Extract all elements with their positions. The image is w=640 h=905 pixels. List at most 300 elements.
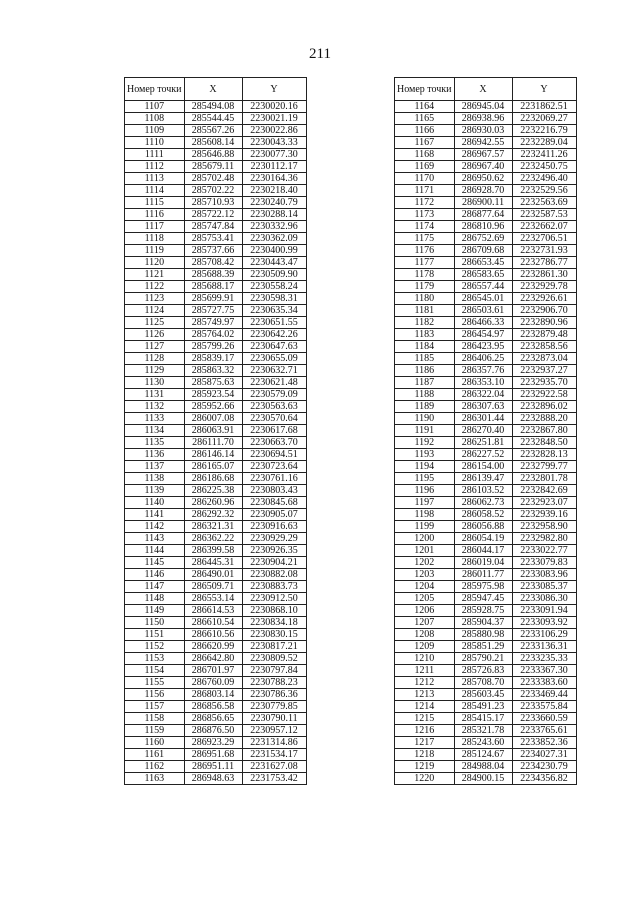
y-coordinate-cell: 2232890.96 bbox=[512, 317, 576, 329]
table-row bbox=[125, 101, 307, 113]
y-coordinate-cell: 2232896.02 bbox=[512, 401, 576, 413]
point-number-cell: 1217 bbox=[395, 737, 455, 749]
y-coordinate-cell: 2233079.83 bbox=[512, 557, 576, 569]
y-coordinate-cell: 2230797.84 bbox=[242, 665, 306, 677]
y-coordinate-cell: 2232888.20 bbox=[512, 413, 576, 425]
x-coordinate-cell: 286938.96 bbox=[454, 113, 512, 125]
table-row bbox=[395, 413, 577, 425]
point-number-cell: 1109 bbox=[125, 125, 185, 137]
point-number-cell: 1128 bbox=[125, 353, 185, 365]
point-number-cell: 1214 bbox=[395, 701, 455, 713]
point-number-cell: 1124 bbox=[125, 305, 185, 317]
point-number-cell: 1153 bbox=[125, 653, 185, 665]
x-coordinate-cell: 286948.63 bbox=[184, 773, 242, 785]
table-row bbox=[125, 353, 307, 365]
table-row bbox=[395, 725, 577, 737]
y-coordinate-cell: 2230077.30 bbox=[242, 149, 306, 161]
x-coordinate-cell: 285839.17 bbox=[184, 353, 242, 365]
point-number-cell: 1175 bbox=[395, 233, 455, 245]
x-coordinate-cell: 286950.62 bbox=[454, 173, 512, 185]
x-coordinate-cell: 285646.88 bbox=[184, 149, 242, 161]
y-coordinate-cell: 2232842.69 bbox=[512, 485, 576, 497]
y-coordinate-cell: 2232450.75 bbox=[512, 161, 576, 173]
y-coordinate-cell: 2233660.59 bbox=[512, 713, 576, 725]
y-coordinate-cell: 2232935.70 bbox=[512, 377, 576, 389]
table-row bbox=[395, 737, 577, 749]
point-number-cell: 1170 bbox=[395, 173, 455, 185]
y-coordinate-cell: 2232563.69 bbox=[512, 197, 576, 209]
x-coordinate-cell: 286423.95 bbox=[454, 341, 512, 353]
x-coordinate-cell: 286353.10 bbox=[454, 377, 512, 389]
y-coordinate-cell: 2230845.68 bbox=[242, 497, 306, 509]
x-coordinate-cell: 286951.68 bbox=[184, 749, 242, 761]
y-coordinate-cell: 2232069.27 bbox=[512, 113, 576, 125]
y-coordinate-cell: 2231862.51 bbox=[512, 101, 576, 113]
y-coordinate-cell: 2232861.30 bbox=[512, 269, 576, 281]
y-coordinate-cell: 2230509.90 bbox=[242, 269, 306, 281]
x-coordinate-cell: 286056.88 bbox=[454, 521, 512, 533]
table-row bbox=[395, 773, 577, 785]
y-coordinate-cell: 2230288.14 bbox=[242, 209, 306, 221]
table-row bbox=[395, 569, 577, 581]
x-coordinate-cell: 286292.32 bbox=[184, 509, 242, 521]
table-row bbox=[125, 413, 307, 425]
point-number-cell: 1137 bbox=[125, 461, 185, 473]
y-coordinate-cell: 2230926.35 bbox=[242, 545, 306, 557]
point-number-cell: 1197 bbox=[395, 497, 455, 509]
table-row bbox=[125, 557, 307, 569]
x-coordinate-cell: 286803.14 bbox=[184, 689, 242, 701]
x-coordinate-cell: 285952.66 bbox=[184, 401, 242, 413]
x-coordinate-cell: 286225.38 bbox=[184, 485, 242, 497]
table-row bbox=[395, 557, 577, 569]
y-coordinate-cell: 2234027.31 bbox=[512, 749, 576, 761]
point-number-cell: 1162 bbox=[125, 761, 185, 773]
x-coordinate-cell: 285722.12 bbox=[184, 209, 242, 221]
y-coordinate-cell: 2230563.63 bbox=[242, 401, 306, 413]
y-coordinate-cell: 2230817.21 bbox=[242, 641, 306, 653]
y-coordinate-cell: 2230240.79 bbox=[242, 197, 306, 209]
table-row bbox=[395, 197, 577, 209]
point-number-cell: 1107 bbox=[125, 101, 185, 113]
point-number-cell: 1172 bbox=[395, 197, 455, 209]
point-number-cell: 1191 bbox=[395, 425, 455, 437]
point-number-cell: 1125 bbox=[125, 317, 185, 329]
table-row bbox=[395, 461, 577, 473]
y-coordinate-cell: 2232801.78 bbox=[512, 473, 576, 485]
y-coordinate-cell: 2233765.61 bbox=[512, 725, 576, 737]
x-coordinate-cell: 285567.26 bbox=[184, 125, 242, 137]
point-number-cell: 1177 bbox=[395, 257, 455, 269]
x-coordinate-cell: 286876.50 bbox=[184, 725, 242, 737]
table-row bbox=[125, 437, 307, 449]
point-number-cell: 1144 bbox=[125, 545, 185, 557]
y-coordinate-cell: 2230904.21 bbox=[242, 557, 306, 569]
x-coordinate-cell: 286454.97 bbox=[454, 329, 512, 341]
point-number-cell: 1182 bbox=[395, 317, 455, 329]
y-coordinate-cell: 2232937.27 bbox=[512, 365, 576, 377]
column-header-y: Y bbox=[512, 78, 576, 101]
table-row bbox=[125, 269, 307, 281]
y-coordinate-cell: 2232496.40 bbox=[512, 173, 576, 185]
point-number-cell: 1167 bbox=[395, 137, 455, 149]
table-row bbox=[125, 533, 307, 545]
point-number-cell: 1134 bbox=[125, 425, 185, 437]
x-coordinate-cell: 286139.47 bbox=[454, 473, 512, 485]
y-coordinate-cell: 2230617.68 bbox=[242, 425, 306, 437]
table-row bbox=[395, 101, 577, 113]
point-number-cell: 1171 bbox=[395, 185, 455, 197]
x-coordinate-cell: 286044.17 bbox=[454, 545, 512, 557]
table-row bbox=[395, 173, 577, 185]
table-row bbox=[395, 281, 577, 293]
point-number-cell: 1126 bbox=[125, 329, 185, 341]
y-coordinate-cell: 2230882.08 bbox=[242, 569, 306, 581]
y-coordinate-cell: 2230883.73 bbox=[242, 581, 306, 593]
table-row bbox=[395, 137, 577, 149]
point-number-cell: 1206 bbox=[395, 605, 455, 617]
table-row bbox=[125, 281, 307, 293]
table-row bbox=[395, 653, 577, 665]
y-coordinate-cell: 2230443.47 bbox=[242, 257, 306, 269]
table-row bbox=[395, 425, 577, 437]
x-coordinate-cell: 286301.44 bbox=[454, 413, 512, 425]
table-row bbox=[125, 257, 307, 269]
table-row bbox=[125, 545, 307, 557]
point-number-cell: 1163 bbox=[125, 773, 185, 785]
y-coordinate-cell: 2232799.77 bbox=[512, 461, 576, 473]
table-row bbox=[395, 245, 577, 257]
point-number-cell: 1194 bbox=[395, 461, 455, 473]
y-coordinate-cell: 2230957.12 bbox=[242, 725, 306, 737]
table-row bbox=[125, 365, 307, 377]
table-row bbox=[395, 269, 577, 281]
table-row bbox=[125, 509, 307, 521]
x-coordinate-cell: 286945.04 bbox=[454, 101, 512, 113]
point-number-cell: 1135 bbox=[125, 437, 185, 449]
x-coordinate-cell: 286760.09 bbox=[184, 677, 242, 689]
point-number-cell: 1112 bbox=[125, 161, 185, 173]
x-coordinate-cell: 285243.60 bbox=[454, 737, 512, 749]
y-coordinate-cell: 2232848.50 bbox=[512, 437, 576, 449]
x-coordinate-cell: 285928.75 bbox=[454, 605, 512, 617]
x-coordinate-cell: 285494.08 bbox=[184, 101, 242, 113]
x-coordinate-cell: 285491.23 bbox=[454, 701, 512, 713]
point-number-cell: 1108 bbox=[125, 113, 185, 125]
y-coordinate-cell: 2230723.64 bbox=[242, 461, 306, 473]
x-coordinate-cell: 286967.57 bbox=[454, 149, 512, 161]
table-row bbox=[395, 149, 577, 161]
x-coordinate-cell: 286653.45 bbox=[454, 257, 512, 269]
table-row bbox=[125, 725, 307, 737]
x-coordinate-cell: 285747.84 bbox=[184, 221, 242, 233]
table-row bbox=[125, 701, 307, 713]
table-row bbox=[125, 113, 307, 125]
y-coordinate-cell: 2230779.85 bbox=[242, 701, 306, 713]
y-coordinate-cell: 2233093.92 bbox=[512, 617, 576, 629]
y-coordinate-cell: 2231753.42 bbox=[242, 773, 306, 785]
y-coordinate-cell: 2233136.31 bbox=[512, 641, 576, 653]
point-number-cell: 1200 bbox=[395, 533, 455, 545]
y-coordinate-cell: 2230362.09 bbox=[242, 233, 306, 245]
y-coordinate-cell: 2230400.99 bbox=[242, 245, 306, 257]
x-coordinate-cell: 285753.41 bbox=[184, 233, 242, 245]
point-number-cell: 1192 bbox=[395, 437, 455, 449]
table-row bbox=[125, 461, 307, 473]
point-number-cell: 1142 bbox=[125, 521, 185, 533]
y-coordinate-cell: 2232411.26 bbox=[512, 149, 576, 161]
x-coordinate-cell: 285679.11 bbox=[184, 161, 242, 173]
point-number-cell: 1110 bbox=[125, 137, 185, 149]
table-row bbox=[395, 689, 577, 701]
point-number-cell: 1145 bbox=[125, 557, 185, 569]
x-coordinate-cell: 286154.00 bbox=[454, 461, 512, 473]
x-coordinate-cell: 286058.52 bbox=[454, 509, 512, 521]
x-coordinate-cell: 285708.42 bbox=[184, 257, 242, 269]
point-number-cell: 1208 bbox=[395, 629, 455, 641]
y-coordinate-cell: 2230043.33 bbox=[242, 137, 306, 149]
x-coordinate-cell: 286165.07 bbox=[184, 461, 242, 473]
y-coordinate-cell: 2232786.77 bbox=[512, 257, 576, 269]
x-coordinate-cell: 286321.31 bbox=[184, 521, 242, 533]
y-coordinate-cell: 2230786.36 bbox=[242, 689, 306, 701]
table-row bbox=[395, 113, 577, 125]
point-number-cell: 1201 bbox=[395, 545, 455, 557]
y-coordinate-cell: 2230218.40 bbox=[242, 185, 306, 197]
x-coordinate-cell: 285975.98 bbox=[454, 581, 512, 593]
table-row bbox=[125, 329, 307, 341]
x-coordinate-cell: 286270.40 bbox=[454, 425, 512, 437]
table-row bbox=[395, 185, 577, 197]
x-coordinate-cell: 285790.21 bbox=[454, 653, 512, 665]
table-row bbox=[395, 617, 577, 629]
table-row bbox=[125, 173, 307, 185]
x-coordinate-cell: 285875.63 bbox=[184, 377, 242, 389]
x-coordinate-cell: 286503.61 bbox=[454, 305, 512, 317]
x-coordinate-cell: 286923.29 bbox=[184, 737, 242, 749]
point-number-cell: 1161 bbox=[125, 749, 185, 761]
table-row bbox=[395, 761, 577, 773]
y-coordinate-cell: 2232923.07 bbox=[512, 497, 576, 509]
table-row bbox=[125, 125, 307, 137]
y-coordinate-cell: 2232858.56 bbox=[512, 341, 576, 353]
point-number-cell: 1152 bbox=[125, 641, 185, 653]
point-number-cell: 1160 bbox=[125, 737, 185, 749]
x-coordinate-cell: 285799.26 bbox=[184, 341, 242, 353]
table-row bbox=[125, 605, 307, 617]
point-number-cell: 1168 bbox=[395, 149, 455, 161]
y-coordinate-cell: 2231534.17 bbox=[242, 749, 306, 761]
x-coordinate-cell: 286227.52 bbox=[454, 449, 512, 461]
table-row bbox=[125, 677, 307, 689]
table-row bbox=[125, 593, 307, 605]
point-number-cell: 1211 bbox=[395, 665, 455, 677]
x-coordinate-cell: 285699.91 bbox=[184, 293, 242, 305]
table-header-row bbox=[395, 78, 577, 101]
x-coordinate-cell: 286810.96 bbox=[454, 221, 512, 233]
y-coordinate-cell: 2232706.51 bbox=[512, 233, 576, 245]
table-row bbox=[395, 497, 577, 509]
page-number: 211 bbox=[309, 46, 331, 62]
table-row bbox=[125, 641, 307, 653]
x-coordinate-cell: 286967.40 bbox=[454, 161, 512, 173]
y-coordinate-cell: 2232873.04 bbox=[512, 353, 576, 365]
table-row bbox=[125, 485, 307, 497]
point-number-cell: 1190 bbox=[395, 413, 455, 425]
y-coordinate-cell: 2232926.61 bbox=[512, 293, 576, 305]
y-coordinate-cell: 2232982.80 bbox=[512, 533, 576, 545]
x-coordinate-cell: 285688.17 bbox=[184, 281, 242, 293]
x-coordinate-cell: 285124.67 bbox=[454, 749, 512, 761]
point-number-cell: 1154 bbox=[125, 665, 185, 677]
table-row bbox=[125, 293, 307, 305]
x-coordinate-cell: 285726.83 bbox=[454, 665, 512, 677]
table-row bbox=[395, 677, 577, 689]
y-coordinate-cell: 2233367.30 bbox=[512, 665, 576, 677]
point-number-cell: 1220 bbox=[395, 773, 455, 785]
column-header-point-number: Номер точки bbox=[395, 78, 455, 101]
x-coordinate-cell: 286545.01 bbox=[454, 293, 512, 305]
x-coordinate-cell: 286466.33 bbox=[454, 317, 512, 329]
x-coordinate-cell: 285702.22 bbox=[184, 185, 242, 197]
point-number-cell: 1219 bbox=[395, 761, 455, 773]
table-row bbox=[125, 749, 307, 761]
x-coordinate-cell: 285880.98 bbox=[454, 629, 512, 641]
coordinates-table-left bbox=[124, 77, 307, 785]
table-row bbox=[395, 713, 577, 725]
table-row bbox=[125, 761, 307, 773]
point-number-cell: 1176 bbox=[395, 245, 455, 257]
x-coordinate-cell: 286583.65 bbox=[454, 269, 512, 281]
point-number-cell: 1122 bbox=[125, 281, 185, 293]
table-row bbox=[395, 353, 577, 365]
point-number-cell: 1129 bbox=[125, 365, 185, 377]
point-number-cell: 1186 bbox=[395, 365, 455, 377]
table-row bbox=[125, 149, 307, 161]
x-coordinate-cell: 284900.15 bbox=[454, 773, 512, 785]
table-row bbox=[125, 773, 307, 785]
point-number-cell: 1166 bbox=[395, 125, 455, 137]
column-header-x: X bbox=[454, 78, 512, 101]
y-coordinate-cell: 2230570.64 bbox=[242, 413, 306, 425]
point-number-cell: 1183 bbox=[395, 329, 455, 341]
y-coordinate-cell: 2233083.96 bbox=[512, 569, 576, 581]
x-coordinate-cell: 286063.91 bbox=[184, 425, 242, 437]
table-row bbox=[125, 341, 307, 353]
y-coordinate-cell: 2230642.26 bbox=[242, 329, 306, 341]
x-coordinate-cell: 286614.53 bbox=[184, 605, 242, 617]
x-coordinate-cell: 285923.54 bbox=[184, 389, 242, 401]
y-coordinate-cell: 2232922.58 bbox=[512, 389, 576, 401]
table-row bbox=[395, 449, 577, 461]
y-coordinate-cell: 2230598.31 bbox=[242, 293, 306, 305]
y-coordinate-cell: 2230021.19 bbox=[242, 113, 306, 125]
x-coordinate-cell: 285702.48 bbox=[184, 173, 242, 185]
x-coordinate-cell: 285708.70 bbox=[454, 677, 512, 689]
y-coordinate-cell: 2230558.24 bbox=[242, 281, 306, 293]
y-coordinate-cell: 2232939.16 bbox=[512, 509, 576, 521]
x-coordinate-cell: 285764.02 bbox=[184, 329, 242, 341]
point-number-cell: 1118 bbox=[125, 233, 185, 245]
y-coordinate-cell: 2233106.29 bbox=[512, 629, 576, 641]
x-coordinate-cell: 286011.77 bbox=[454, 569, 512, 581]
point-number-cell: 1181 bbox=[395, 305, 455, 317]
y-coordinate-cell: 2233022.77 bbox=[512, 545, 576, 557]
table-row bbox=[395, 221, 577, 233]
table-row bbox=[125, 689, 307, 701]
table-row bbox=[395, 545, 577, 557]
table-row bbox=[395, 389, 577, 401]
y-coordinate-cell: 2230663.70 bbox=[242, 437, 306, 449]
y-coordinate-cell: 2232662.07 bbox=[512, 221, 576, 233]
point-number-cell: 1147 bbox=[125, 581, 185, 593]
table-row bbox=[395, 605, 577, 617]
x-coordinate-cell: 285608.14 bbox=[184, 137, 242, 149]
x-coordinate-cell: 286251.81 bbox=[454, 437, 512, 449]
table-row bbox=[395, 317, 577, 329]
table-row bbox=[125, 233, 307, 245]
point-number-cell: 1121 bbox=[125, 269, 185, 281]
point-number-cell: 1215 bbox=[395, 713, 455, 725]
y-coordinate-cell: 2233235.33 bbox=[512, 653, 576, 665]
point-number-cell: 1178 bbox=[395, 269, 455, 281]
table-row bbox=[125, 713, 307, 725]
table-row bbox=[395, 473, 577, 485]
x-coordinate-cell: 286928.70 bbox=[454, 185, 512, 197]
x-coordinate-cell: 286553.14 bbox=[184, 593, 242, 605]
table-row bbox=[395, 533, 577, 545]
table-row bbox=[395, 665, 577, 677]
x-coordinate-cell: 286111.70 bbox=[184, 437, 242, 449]
y-coordinate-cell: 2230632.71 bbox=[242, 365, 306, 377]
table-row bbox=[395, 305, 577, 317]
point-number-cell: 1127 bbox=[125, 341, 185, 353]
y-coordinate-cell: 2230868.10 bbox=[242, 605, 306, 617]
y-coordinate-cell: 2232879.48 bbox=[512, 329, 576, 341]
table-row bbox=[395, 377, 577, 389]
table-row bbox=[125, 581, 307, 593]
table-row bbox=[395, 161, 577, 173]
table-row bbox=[125, 629, 307, 641]
y-coordinate-cell: 2232828.13 bbox=[512, 449, 576, 461]
x-coordinate-cell: 286307.63 bbox=[454, 401, 512, 413]
point-number-cell: 1156 bbox=[125, 689, 185, 701]
y-coordinate-cell: 2232929.78 bbox=[512, 281, 576, 293]
table-row bbox=[125, 401, 307, 413]
x-coordinate-cell: 286406.25 bbox=[454, 353, 512, 365]
table-row bbox=[395, 365, 577, 377]
point-number-cell: 1148 bbox=[125, 593, 185, 605]
y-coordinate-cell: 2230905.07 bbox=[242, 509, 306, 521]
x-coordinate-cell: 286054.19 bbox=[454, 533, 512, 545]
point-number-cell: 1216 bbox=[395, 725, 455, 737]
point-number-cell: 1143 bbox=[125, 533, 185, 545]
table-row bbox=[395, 593, 577, 605]
x-coordinate-cell: 286930.03 bbox=[454, 125, 512, 137]
y-coordinate-cell: 2233852.36 bbox=[512, 737, 576, 749]
point-number-cell: 1205 bbox=[395, 593, 455, 605]
column-header-y: Y bbox=[242, 78, 306, 101]
x-coordinate-cell: 286399.58 bbox=[184, 545, 242, 557]
point-number-cell: 1164 bbox=[395, 101, 455, 113]
point-number-cell: 1202 bbox=[395, 557, 455, 569]
point-number-cell: 1173 bbox=[395, 209, 455, 221]
table-row bbox=[395, 401, 577, 413]
y-coordinate-cell: 2232731.93 bbox=[512, 245, 576, 257]
y-coordinate-cell: 2230788.23 bbox=[242, 677, 306, 689]
table-row bbox=[395, 233, 577, 245]
x-coordinate-cell: 286877.64 bbox=[454, 209, 512, 221]
